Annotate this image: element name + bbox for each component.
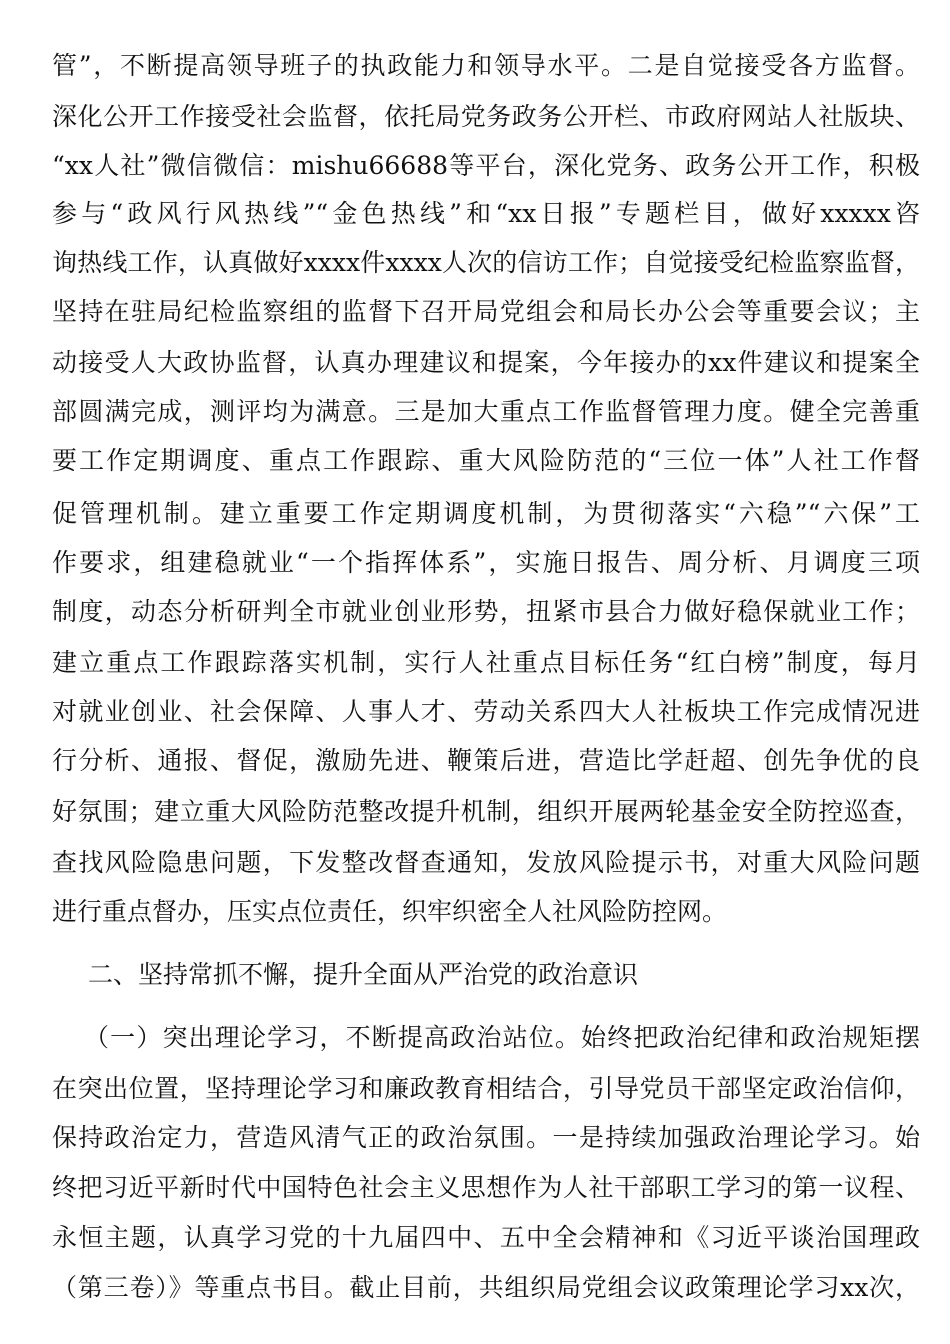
text-line-2: 深化公开工作接受社会监督，依托局党务政务公开栏、市政府网站人社版块、 [52,102,920,131]
text-line-9: 要工作定期调度、重点工作跟踪、重大风险防范的“三位一体”人社工作督 [52,446,920,475]
text-line-10: 促管理机制。建立重要工作定期调度机制，为贯彻落实“六稳”“六保”工 [52,499,920,528]
text-line-21: 在突出位置，坚持理论学习和廉政教育相结合，引导党员干部坚定政治信仰， [52,1074,920,1103]
text-line-4: 参与“政风行风热线”“金色热线”和“xx日报”专题栏目，做好xxxxx咨 [52,199,920,228]
text-line-24: 永恒主题，认真学习党的十九届四中、五中全会精神和《习近平谈治国理政 [52,1223,920,1252]
text-line-22: 保持政治定力，营造风清气正的政治氛围。一是持续加强政治理论学习。始 [52,1123,920,1152]
text-line-12: 制度，动态分析研判全市就业创业形势，扭紧市县合力做好稳保就业工作； [52,597,920,626]
text-line-8: 部圆满完成，测评均为满意。三是加大重点工作监督管理力度。健全完善重 [52,397,920,426]
text-line-11: 作要求，组建稳就业“一个指挥体系”，实施日报告、周分析、月调度三项 [52,548,920,577]
text-line-20: （一）突出理论学习，不断提高政治站位。始终把政治纪律和政治规矩摆 [84,1023,920,1052]
text-line-18: 进行重点督办，压实点位责任，织牢织密全人社风险防控网。 [52,897,728,926]
text-line-16: 好氛围；建立重大风险防范整改提升机制，组织开展两轮基金安全防控巡查， [52,797,920,826]
text-line-14: 对就业创业、社会保障、人事人才、劳动关系四大人社板块工作完成情况进 [52,697,920,726]
text-line-3: “xx人社”微信微信：mishu66688等平台，深化党务、政务公开工作，积极 [52,151,920,180]
text-line-25: （第三卷）》等重点书目。截止目前，共组织局党组会议政策理论学习xx次， [52,1273,920,1302]
text-line-23: 终把习近平新时代中国特色社会主义思想作为人社干部职工学习的第一议程、 [52,1173,920,1202]
text-line-7: 动接受人大政协监督，认真办理建议和提案，今年接办的xx件建议和提案全 [52,348,920,377]
text-line-1: 管”，不断提高领导班子的执政能力和领导水平。二是自觉接受各方监督。 [52,51,920,80]
text-line-15: 行分析、通报、督促，激励先进、鞭策后进，营造比学赶超、创先争优的良 [52,746,920,775]
section-heading: 二、坚持常抓不懈，提升全面从严治党的政治意识 [88,960,639,989]
text-line-6: 坚持在驻局纪检监察组的监督下召开局党组会和局长办公会等重要会议；主 [52,297,920,326]
text-line-13: 建立重点工作跟踪落实机制，实行人社重点目标任务“红白榜”制度，每月 [52,648,920,677]
text-line-17: 查找风险隐患问题，下发整改督查通知，发放风险提示书，对重大风险问题 [52,848,920,877]
text-line-5: 询热线工作，认真做好xxxx件xxxx人次的信访工作；自觉接受纪检监察监督， [52,248,920,277]
